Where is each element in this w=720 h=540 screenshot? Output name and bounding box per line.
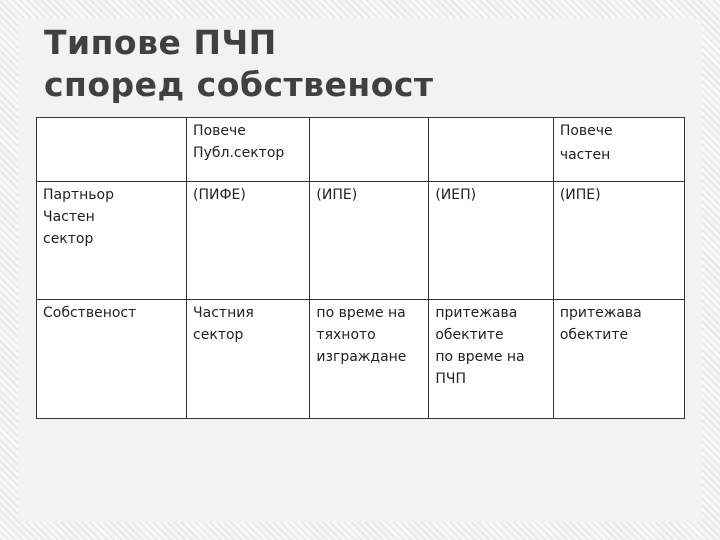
ppp-types-table: [36, 117, 685, 419]
table-cell: [310, 300, 429, 419]
cell-line: Частния: [193, 305, 254, 322]
row-label-line: сектор: [43, 231, 94, 248]
table-row: [37, 182, 685, 300]
cell-line: сектор: [193, 327, 244, 344]
header-cell-blank-2: [310, 118, 429, 182]
slide-title: [44, 22, 434, 106]
table-cell: (ИПЕ): [310, 182, 429, 300]
cell-line: обектите: [435, 327, 504, 344]
cell-line: изграждане: [316, 349, 407, 366]
header-more-label: Повече: [559, 123, 613, 139]
slide-title-line-2: според собственост: [44, 65, 434, 104]
cell-line: притежава: [435, 305, 518, 322]
cell-line: по време на: [316, 305, 406, 322]
table-cell: (ИЕП): [429, 182, 553, 300]
cell-line: тяхното: [316, 327, 376, 344]
cell-line: притежава: [559, 305, 642, 322]
cell-line: по време на: [435, 349, 525, 366]
cell-line: обектите: [559, 327, 629, 344]
table-cell: (ПИФЕ): [187, 182, 310, 300]
table-header-row: [37, 118, 685, 182]
row-label-ownership: [37, 300, 187, 419]
header-cell-more-private: [553, 118, 684, 182]
header-private-label: частен: [559, 147, 611, 163]
header-more-label: Повече: [193, 123, 246, 139]
row-label-line: Частен: [43, 209, 95, 226]
cell-line: ПЧП: [435, 371, 466, 388]
table-cell: [553, 300, 684, 419]
row-label-line: Партньор: [43, 187, 115, 204]
header-public-sector-label: Публ.сектор: [193, 145, 285, 161]
table-row: [37, 300, 685, 419]
table-cell: [187, 300, 310, 419]
header-cell-empty: [37, 118, 187, 182]
table-cell: [429, 300, 553, 419]
header-cell-blank-3: [429, 118, 553, 182]
slide-title-line-1: Типове ПЧП: [44, 23, 277, 62]
row-label-partner: [37, 182, 187, 300]
header-cell-more-public: [187, 118, 310, 182]
row-label-line: Собственост: [43, 305, 137, 322]
table-cell: (ИПЕ): [553, 182, 684, 300]
